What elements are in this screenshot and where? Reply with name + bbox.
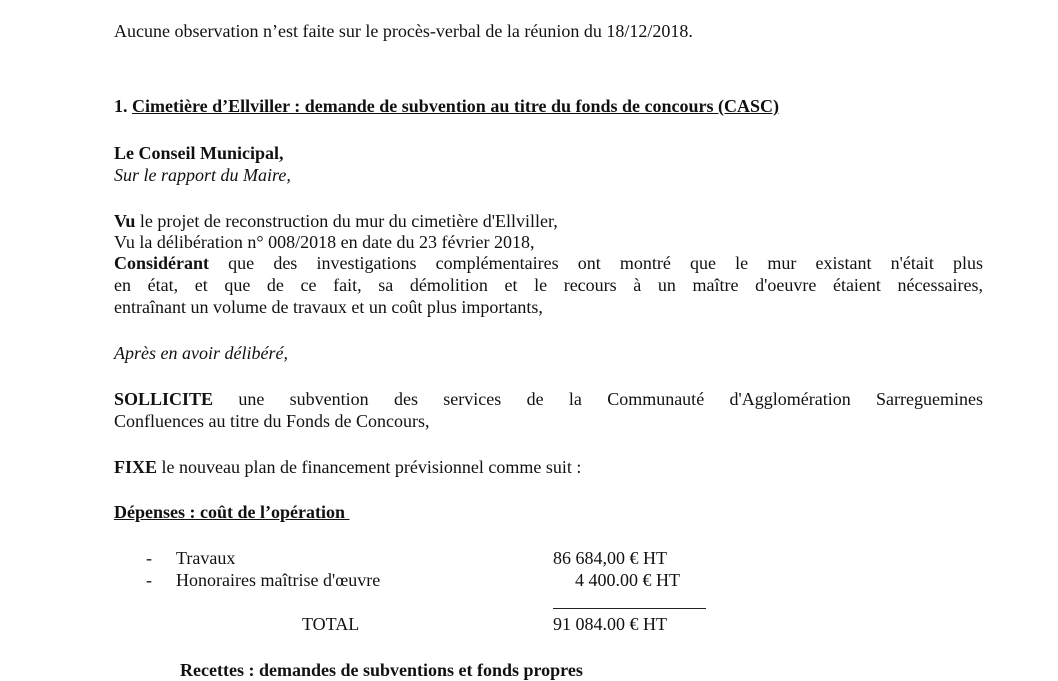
fixe-keyword: FIXE	[114, 457, 158, 477]
considerant-keyword: Considérant	[114, 253, 210, 273]
deliberation-line: Après en avoir délibéré,	[114, 343, 288, 363]
considerant-line-3: entraînant un volume de travaux et un coût plus importants,	[114, 297, 543, 317]
fixe-line	[114, 457, 581, 478]
expense-bullet: -	[146, 548, 152, 568]
vu-project-line	[114, 211, 558, 232]
sollicite-keyword: SOLLICITE	[114, 389, 214, 409]
expense-amount: 86 684,00 € HT	[553, 548, 667, 568]
sollicite-text-1: une subvention des services de la Communauté d'Agglomération Sarreguemines	[213, 389, 983, 409]
revenue-heading: Recettes : demandes de subventions et fonds propres	[180, 660, 583, 680]
intro-paragraph: Aucune observation n’est faite sur le procès-verbal de la réunion du 18/12/2018.	[114, 21, 693, 41]
fixe-text: le nouveau plan de financement prévisionnel comme suit :	[157, 457, 582, 477]
section-title: Cimetière d’Ellviller : demande de subvention au titre du fonds de concours (CASC)	[132, 96, 780, 116]
council-heading: Le Conseil Municipal,	[114, 143, 284, 163]
sollicite-line-1	[114, 389, 983, 410]
total-amount: 91 084.00 € HT	[553, 614, 667, 634]
expense-label: Honoraires maîtrise d'œuvre	[176, 570, 381, 590]
considerant-line-1	[114, 253, 983, 274]
expense-amount: 4 400.00 € HT	[575, 570, 680, 590]
council-subheading: Sur le rapport du Maire,	[114, 165, 291, 185]
sollicite-line-2: Confluences au titre du Fonds de Concours,	[114, 411, 430, 431]
expenses-heading: Dépenses : coût de l’opération	[114, 502, 350, 522]
vu-project-text: le projet de reconstruction du mur du cimetière d'Ellviller,	[135, 211, 558, 231]
vu-keyword: Vu	[114, 211, 136, 231]
section-heading	[114, 96, 779, 117]
total-divider	[553, 608, 706, 609]
vu-deliberation-line: Vu la délibération n° 008/2018 en date du 23 février 2018,	[114, 232, 535, 252]
expense-bullet: -	[146, 570, 152, 590]
expense-label: Travaux	[176, 548, 236, 568]
considerant-text-1: que des investigations complémentaires ont montré que le mur existant n'était plus	[209, 253, 983, 273]
section-number: 1.	[114, 96, 128, 116]
considerant-line-2: en état, et que de ce fait, sa démolition et le recours à un maître d'oeuvre étaient nécessaires,	[114, 275, 983, 295]
total-label: TOTAL	[302, 614, 360, 634]
